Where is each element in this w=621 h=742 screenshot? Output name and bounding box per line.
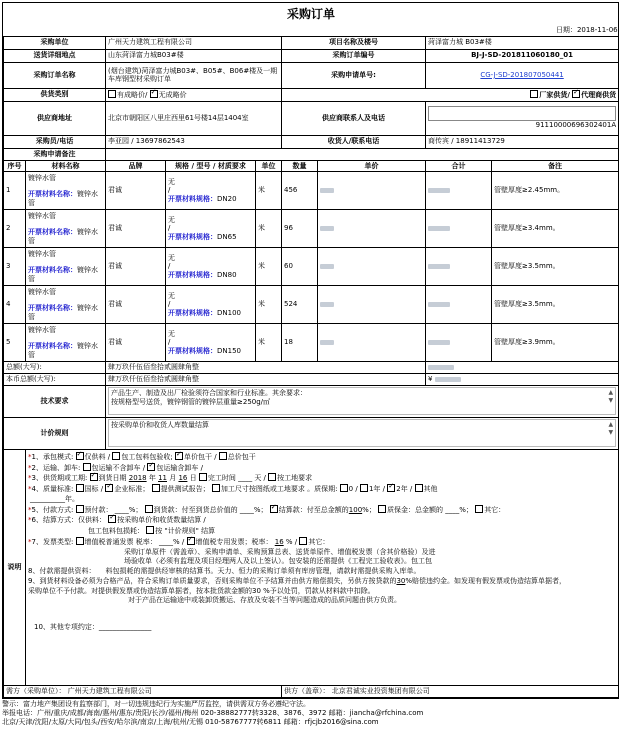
order-date: 日期：2018-11-06 <box>555 26 618 34</box>
supplier-code: 91110000696302401A <box>535 121 617 130</box>
supplier-addr-label: 供应商地址 <box>4 101 106 135</box>
factory-supply-checkbox[interactable] <box>530 90 538 98</box>
arrival-pay-checkbox[interactable] <box>145 505 153 513</box>
pricing-rules-textarea[interactable]: 按采购单价和收货人库数量结算 ▲ ▼ <box>108 419 616 447</box>
test-report-checkbox[interactable] <box>152 484 160 492</box>
total-price-checkbox[interactable] <box>219 452 227 460</box>
supply-type-label: 供货类别 <box>4 88 106 101</box>
redacted-total <box>426 324 492 362</box>
table-row: 1 镀锌水管 开票材料名称：镀锌水管 君诚 无 / 开票材料规格：DN20 米 456 管壁厚度≥2.45mm。 <box>4 172 619 210</box>
order-name-value: (烟台建筑)菏泽富力城B03#、B05#、B06#楼及一期车库钢型材采购订单 <box>106 62 282 88</box>
invoice-other-checkbox[interactable] <box>299 537 307 545</box>
receiver-label: 收货人/联系电话 <box>282 135 426 148</box>
redacted-total <box>426 248 492 286</box>
tech-label: 技术要求 <box>4 385 106 417</box>
supplier-contact-input[interactable] <box>428 106 616 121</box>
project-value: 菏泽富力城 B03#楼 <box>426 36 619 49</box>
warranty-1-checkbox[interactable] <box>360 484 368 492</box>
order-no-value: BJ-J-SD-201811060180_01 <box>426 49 619 62</box>
no-price-checkbox[interactable] <box>108 90 116 98</box>
site-requirement-checkbox[interactable] <box>268 473 276 481</box>
special-invoice-checkbox[interactable] <box>187 537 195 545</box>
redacted-total <box>426 172 492 210</box>
table-row: 3 镀锌水管 开票材料名称：镀锌水管 君诚 无 / 开票材料规格：DN80 米 60 管壁厚度≥3.5mm。 <box>4 248 619 286</box>
enterprise-standard-checkbox[interactable] <box>105 484 113 492</box>
purchaser-value: 李亚园 / 13697862543 <box>106 135 282 148</box>
redacted-total-amount <box>426 362 619 374</box>
supplier-contact-cell <box>426 101 619 135</box>
col-qty: 数量 <box>282 160 318 172</box>
table-row: 4 镀锌水管 开票材料名称：镀锌水管 君诚 无 / 开票材料规格：DN100 米 524 管壁厚度≥3.5mm。 <box>4 286 619 324</box>
redacted-price <box>318 286 426 324</box>
col-name: 材料名称 <box>26 160 106 172</box>
book-total-row: 本币总额(大写): 肆万玖仟伍佰叁拾贰圆肆角整 ¥ <box>4 374 619 386</box>
col-price: 单价 <box>318 160 426 172</box>
col-unit: 单位 <box>256 160 282 172</box>
drawing-size-checkbox[interactable] <box>212 484 220 492</box>
buyer-signature: 需方（采购单位）： 广州天力建筑工程有限公司 <box>4 685 282 697</box>
warranty-2-checkbox[interactable] <box>387 484 395 492</box>
full-package-checkbox[interactable] <box>112 452 120 460</box>
items-header <box>4 160 619 172</box>
supplier-type-options: 厂家供货/ ✓ 代理商供货 <box>282 88 619 101</box>
transport-unload-checkbox[interactable] <box>147 463 155 471</box>
order-form <box>2 2 619 699</box>
normal-invoice-checkbox[interactable] <box>76 537 84 545</box>
redacted-total <box>426 286 492 324</box>
warranty-other-checkbox[interactable] <box>415 484 423 492</box>
notes-label: 说明 <box>4 449 26 685</box>
col-no: 序号 <box>4 160 26 172</box>
tech-requirements-textarea[interactable]: 产品生产、制造及出厂检验须符合国家和行业标准。其余要求： 按规格型号送货，镀锌钢管的镀锌层重量≥250g/㎡ ▲ ▼ <box>108 387 616 415</box>
total-row: 总额(大写): 肆万玖仟伍佰叁拾贰圆肆角整 <box>4 362 619 374</box>
arrival-date-checkbox[interactable] <box>90 473 98 481</box>
buyer-value: 广州天力建筑工程有限公司 <box>106 36 282 49</box>
settle-by-rules-checkbox[interactable] <box>146 526 154 534</box>
redacted-price <box>318 248 426 286</box>
col-note: 备注 <box>492 160 619 172</box>
order-no-label: 采购订单编号 <box>282 49 426 62</box>
buyer-label: 采购单位 <box>4 36 106 49</box>
req-no-link[interactable]: CG-J-SD-201807050441 <box>480 70 564 79</box>
table-row: 2 镀锌水管 开票材料名称：镀锌水管 君诚 无 / 开票材料规格：DN65 米 96 管壁厚度≥3.4mm。 <box>4 210 619 248</box>
ship-value: 山东菏泽富力城B03#楼 <box>106 49 282 62</box>
transport-no-unload-checkbox[interactable] <box>83 463 91 471</box>
completion-time-checkbox[interactable] <box>199 473 207 481</box>
supply-type-options: 有成略价/ ✓ 无成略价 <box>106 88 282 101</box>
purchaser-label: 采购员/电话 <box>4 135 106 148</box>
total-text: 肆万玖仟伍佰叁拾贰圆肆角整 <box>106 362 426 374</box>
page-title: 采购订单 <box>287 6 336 21</box>
redacted-price <box>318 172 426 210</box>
signature-row <box>4 685 619 697</box>
col-spec: 规格 / 型号 / 材质要求 <box>166 160 256 172</box>
supplier-addr-value: 北京市朝阳区八里庄西里61号楼14层1404室 <box>106 101 282 135</box>
project-label: 项目名称及楼号 <box>282 36 426 49</box>
footer-notice: 警示：富力地产集团设有监察部门，对一切违规违纪行为实施严厉监控，请供需双方务必遵纪守法。 举报电话：广州/重庆/成都/海南/惠州/惠东/贵阳/长沙/福州/梅州 020-38882777转3328、3876、3972 邮箱：jiancha@rfchina.com 北京/天津/沈阳/太原/大同/包头/西安/哈尔滨/南京/上海/杭州/无锡 010-58767777转6811 邮箱：rfjcjb2016@sina.com <box>2 699 424 726</box>
supply-only-checkbox[interactable] <box>76 452 84 460</box>
order-table <box>3 3 619 698</box>
warranty-0-checkbox[interactable] <box>340 484 348 492</box>
no-strategy-checkbox[interactable] <box>150 90 158 98</box>
prepay-checkbox[interactable] <box>76 505 84 513</box>
purchase-order-page <box>2 2 619 738</box>
col-brand: 品牌 <box>106 160 166 172</box>
pricing-label: 计价规则 <box>4 417 106 449</box>
notes-content: *1、承包模式: ✓ 仅供料 / 包工包料包验收; ✓ 单价包干 / 总价包干 *2、运输、卸车: 包运输不含卸车 / ✓ 包运输含卸车 / *3、供货期或工期: ✓ 到货日期 2018 年 11 月 16 日 完工时间 ____ 天 / 按工地要求 *4、质量标准: 国标 / ✓ 企业标准； 提供测试报告； 加工尺寸按图纸或工地要求 。质保期: 0 / 1年 / ✓ 2年 / 其他 __________年。 *5、付款方式: 预付款： ____%； 到货款：付至到货总价值的 ____%； ✓ 结算款：付至总金额的100%； 质保金：总金额的 ____%； 其它： *6、结算方式：仅供料： ✓ 按采购单价和收货数量结算 / 包工包料包损耗： 按 "计价规则" 结算 *7、发票类型: 增值税普通发票 税率： ____% / ✓ 增值税专用发票；税率： 16 % / 其它： 采购订单原件（需盖章）、采购申请单、采购预算总表、送货单原件、增值税发票（含其价格验）及进 场验收单（必须有监理及项目经理两人及以上签认）。包安装的还需提供《工程完工验收表》。包工包 8、付款需提供资料： 料包损耗的需提供经审核的结算书。天力、恒力的采购订单须有库房管理，请款时需提供采购入库单。 9、到货材料设备必须为合格产品，符合采购订单质量要求，否则采购单位不予结算并由供方赔偿损失，另供方按贷款的30%赔偿违约金。如发现有假发票或伪造结算单据者， 采购单位不予付款。对提供假发票或伪造结算单据者，按本批货款金额的30 %予以处罚，罚款从材料款中扣除。 对于产品在运输途中或装卸货搬运、存放及安装不当等问题造成的品质问题由供方负责。 10、其他专项约定：_______________ <box>26 449 619 685</box>
retention-checkbox[interactable] <box>378 505 386 513</box>
supplier-contact-label: 供应商联系人及电话 <box>282 101 426 135</box>
settle-by-quantity-checkbox[interactable] <box>108 515 116 523</box>
unit-price-checkbox[interactable] <box>175 452 183 460</box>
supplier-signature: 供方（盖章）： 北京君诚实业投资集团有限公司 <box>282 685 619 697</box>
order-name-label: 采购订单名称 <box>4 62 106 88</box>
receiver-value: 商传宾 / 18911413729 <box>426 135 619 148</box>
agent-supply-checkbox[interactable] <box>572 90 580 98</box>
ship-label: 送货详细地点 <box>4 49 106 62</box>
redacted-price <box>318 210 426 248</box>
scroll-arrows-icon[interactable]: ▲ ▼ <box>608 421 614 437</box>
settlement-pay-checkbox[interactable] <box>270 505 278 513</box>
col-total: 合计 <box>426 160 492 172</box>
scroll-arrows-icon[interactable]: ▲ ▼ <box>608 389 614 405</box>
table-row: 5 镀锌水管 开票材料名称：镀锌水管 君诚 无 / 开票材料规格：DN150 米 18 管壁厚度≥3.9mm。 <box>4 324 619 362</box>
redacted-total <box>426 210 492 248</box>
national-standard-checkbox[interactable] <box>76 484 84 492</box>
book-total-text: 肆万玖仟伍佰叁拾贰圆肆角整 <box>106 374 426 386</box>
req-dept-label: 采购申请备注 <box>4 148 106 160</box>
req-no-label: 采购申请单号: <box>282 62 426 88</box>
redacted-price <box>318 324 426 362</box>
pay-other-checkbox[interactable] <box>475 505 483 513</box>
